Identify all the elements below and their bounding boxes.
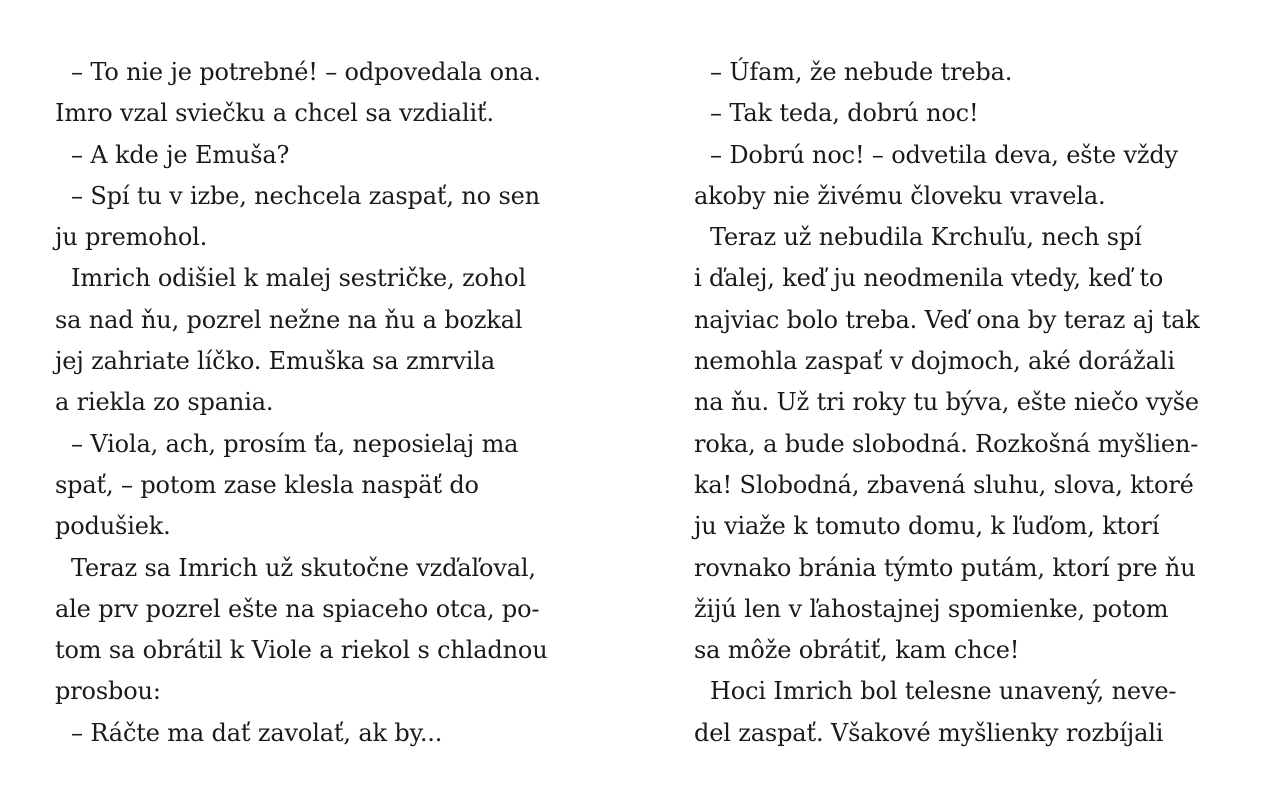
text-line: i ďalej, keď ju neodmenila vtedy, keď to [694,264,1164,293]
text-line: Imro vzal sviečku a chcel sa vzdialiť. [55,99,494,128]
text-line: Hoci Imrich bol telesne unavený, neve- [710,677,1177,706]
text-line: ka! Slobodná, zbavená sluhu, slova, ktoré [694,470,1194,499]
text-line: spať, – potom zase klesla naspäť do [55,470,479,499]
text-line: ju viaže k tomuto domu, k ľuďom, ktorí [694,512,1160,541]
right-page [694,52,1254,754]
text-line: a riekla zo spania. [55,388,274,417]
text-line: jej zahriate líčko. Emuška sa zmrvila [55,347,496,376]
text-line: Teraz sa Imrich už skutočne vzďaľoval, [71,553,536,582]
text-line: na ňu. Už tri roky tu býva, ešte niečo vyše [694,388,1199,417]
text-line: – Dobrú noc! – odvetila deva, ešte vždy [710,140,1178,169]
text-line: akoby nie živému človeku vravela. [694,181,1106,210]
text-line: – To nie je potrebné! – odpovedala ona. [71,58,541,86]
text-line: – Tak teda, dobrú noc! [710,99,979,128]
left-page [55,52,615,754]
text-line: prosbou: [55,677,161,706]
text-line: – Úfam, že nebude treba. [710,58,1013,86]
text-line: – Spí tu v izbe, nechcela zaspať, no sen [71,181,540,210]
text-line: rovnako bránia týmto putám, ktorí pre ňu [694,553,1196,582]
text-line: podušiek. [55,512,171,541]
text-line: ale prv pozrel ešte na spiaceho otca, po- [55,594,540,623]
text-line: – A kde je Emuša? [71,140,290,169]
text-line: sa môže obrátiť, kam chce! [694,636,1020,665]
text-line: ju premohol. [55,223,208,252]
text-line: roka, a bude slobodná. Rozkošná myšlien- [694,429,1199,458]
text-line: najviac bolo treba. Veď ona by teraz aj tak [694,305,1200,334]
text-line: Teraz už nebudila Krchuľu, nech spí [710,223,1142,252]
text-line: Imrich odišiel k malej sestričke, zohol [71,264,526,293]
text-line: – Viola, ach, prosím ťa, neposielaj ma [71,429,519,458]
text-line: sa nad ňu, pozrel nežne na ňu a bozkal [55,305,523,334]
text-line: žijú len v ľahostajnej spomienke, potom [694,594,1169,623]
text-line: – Ráčte ma dať zavolať, ak by... [71,718,443,747]
text-line: nemohla zaspať v dojmoch, aké dorážali [694,347,1175,376]
text-line: del zaspať. Všakové myšlienky rozbíjali [694,718,1164,747]
text-line: tom sa obrátil k Viole a riekol s chladnou [55,636,548,665]
